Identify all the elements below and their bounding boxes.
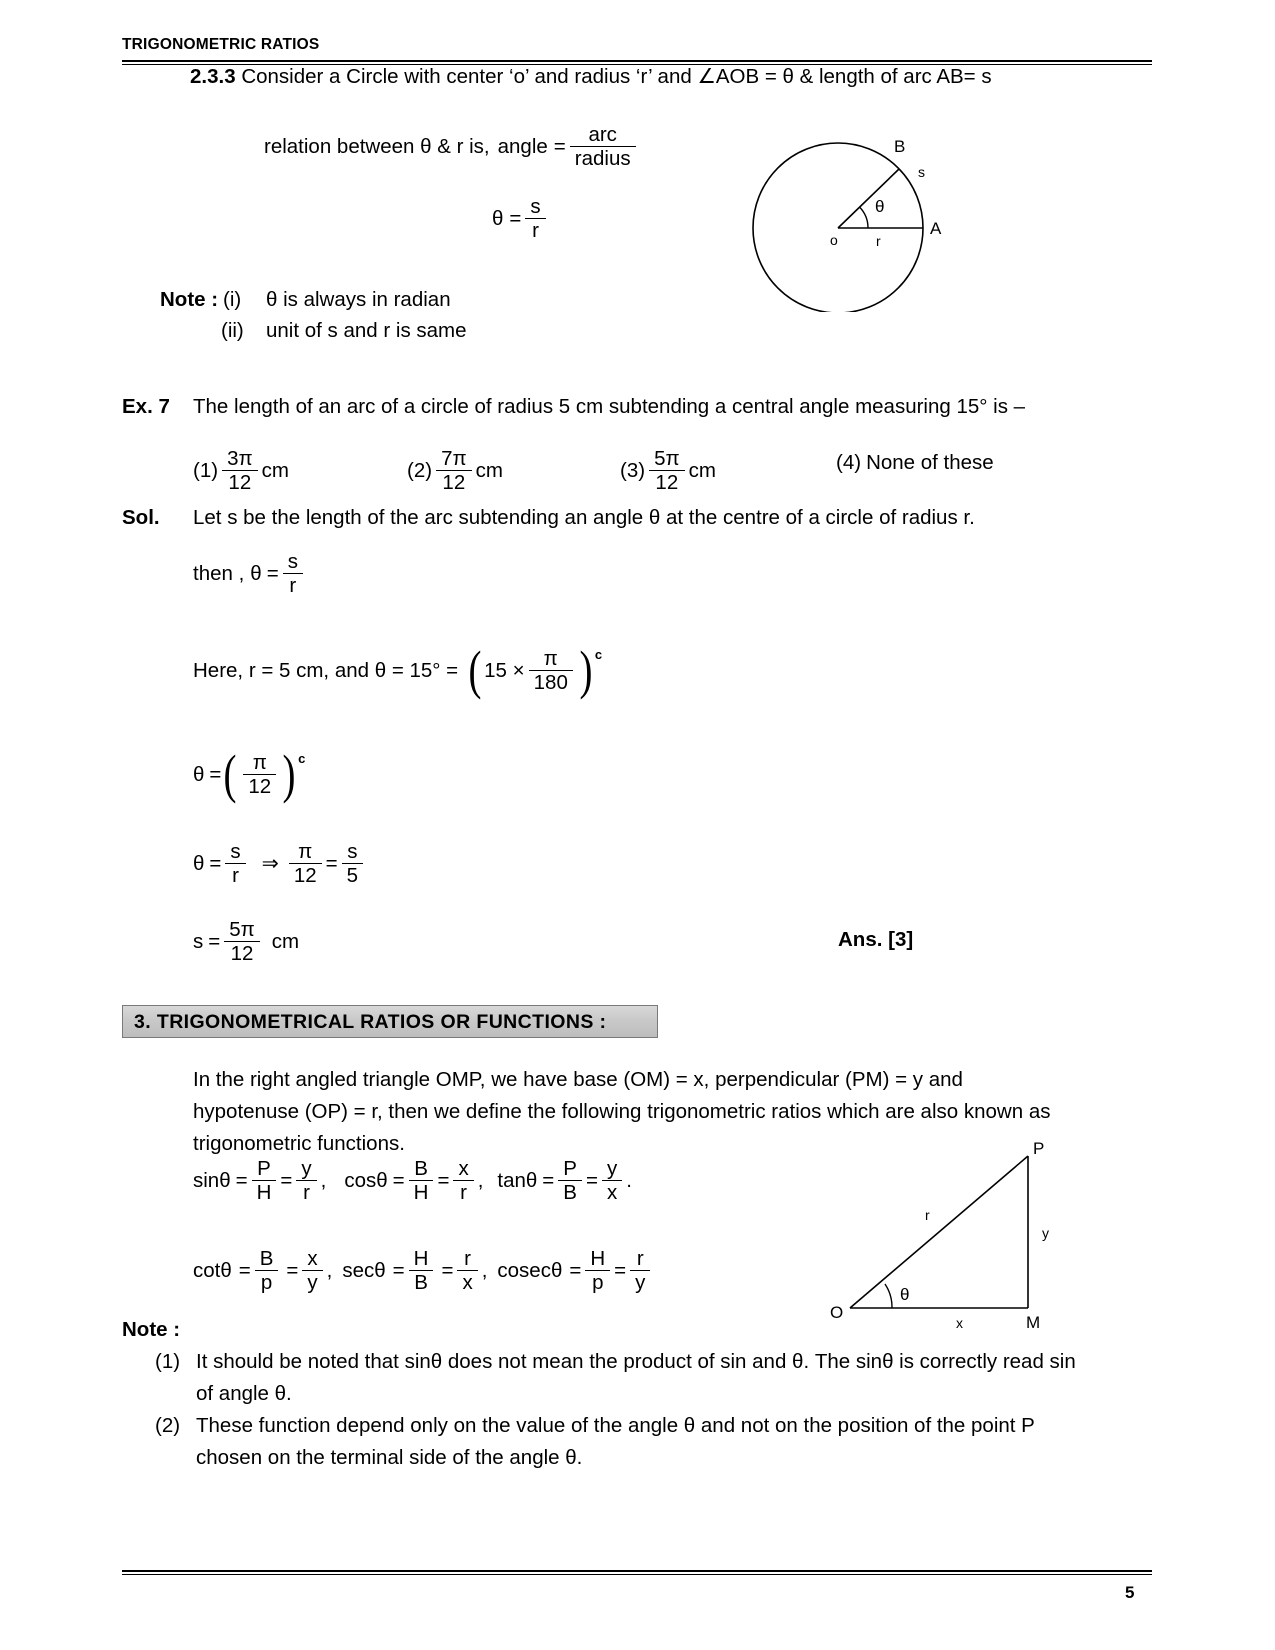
equals-sign: = [441,1258,454,1282]
final-fraction [224,919,260,965]
numerator-s: s [287,550,298,573]
relation-equals: = [553,134,566,158]
equals-sign: = [280,1168,293,1192]
theta-symbol: θ [492,206,504,230]
answer-key: Ans. [3] [838,928,914,951]
angle-arc [860,207,869,228]
comma: , [477,1168,484,1192]
relation-lead: relation between θ & r is, [264,134,490,158]
pi-over-180-fraction [529,648,573,694]
comma: , [326,1258,333,1282]
r-over-x-fraction [457,1248,477,1294]
numerator: B [259,1247,274,1270]
equals-sign: = [235,1168,248,1192]
numerator-pi: π [298,840,313,863]
option-2-denominator: 12 [442,471,466,495]
equals-sign: = [266,561,279,585]
example-question: The length of an arc of a circle of radius 5 cm subtending a central angle measuring 15° is – [193,395,1026,418]
denominator: y [635,1271,646,1295]
here-inner-lead: 15 × [484,658,525,682]
option-1-fraction [222,448,258,494]
trig-ratios-row-2 [193,1248,654,1294]
equals-sign: = [392,1168,405,1192]
option-1[interactable] [193,448,289,494]
option-4-marker: (4) [836,451,862,474]
theta-symbol: θ [250,561,262,585]
period: . [626,1168,632,1192]
denominator: r [303,1181,310,1205]
angle-arc [885,1284,892,1308]
y-over-x-fraction [602,1158,622,1204]
equals-sign: = [585,1168,598,1192]
superscript-c: c [594,647,603,663]
theta-equals-s-over-r [492,196,550,242]
cosec-label: cosecθ [497,1258,563,1282]
denominator: x [462,1271,473,1295]
denominator-180: 180 [533,671,568,695]
pi-over-12-fraction [289,841,322,887]
final-numerator: 5π [229,918,255,941]
numerator-pi: π [543,647,558,670]
option-4[interactable] [836,451,994,475]
section-3-intro-line-1: In the right angled triangle OMP, we have base (OM) = x, perpendicular (PM) = y and [193,1068,963,1091]
final-denominator: 12 [230,942,254,966]
angle-theta-label: θ [875,197,885,216]
p-over-h-fraction [252,1158,277,1204]
footer-rule [122,1570,1152,1575]
sin-label: sinθ [193,1168,231,1192]
numerator: H [590,1247,606,1270]
s-over-r-fraction [525,196,545,242]
x-over-y-fraction [302,1248,322,1294]
relation-formula [264,124,640,170]
comma: , [320,1168,327,1192]
option-3-fraction [649,448,685,494]
here-inner-expression [484,648,577,694]
here-text: Here, r = 5 cm, and θ = 15° = [193,658,459,682]
equals-sign: = [509,206,522,230]
numerator: x [458,1157,469,1180]
denominator-5: 5 [346,864,359,888]
radius-r-label: r [876,233,881,249]
denominator-12: 12 [293,864,317,888]
denominator: B [563,1181,577,1205]
cos-ratio [344,1158,483,1204]
denominator: p [260,1271,273,1295]
angle-theta-label: θ [900,1285,910,1304]
example-label: Ex. 7 [122,395,170,418]
option-2-marker: (2) [407,458,433,482]
denominator: x [606,1181,618,1205]
option-3-denominator: 12 [655,471,679,495]
page-number: 5 [1125,1583,1135,1602]
trig-ratios-row-1 [193,1158,632,1204]
cot-label: cotθ [193,1258,232,1282]
section3-note-1-line-2: of angle θ. [196,1382,292,1405]
b-over-h-fraction [409,1158,434,1204]
point-a-label: A [930,219,942,238]
sec-ratio [342,1248,487,1294]
b-over-p-fraction [255,1248,279,1294]
section-3-intro-line-3: trigonometric functions. [193,1132,405,1155]
equals-sign: = [286,1258,299,1282]
denominator: p [592,1271,604,1295]
solution-step-equation [193,841,367,887]
subsection-number: 2.3.3 [190,65,236,88]
option-4-text: None of these [866,451,994,474]
sec-label: secθ [342,1258,386,1282]
circle-diagram [718,112,978,312]
solution-line-1: Let s be the length of the arc subtending an angle θ at the centre of a circle of radius r. [193,506,975,529]
section-3-heading: 3. TRIGONOMETRICAL RATIOS OR FUNCTIONS : [134,1011,607,1033]
numerator: x [307,1247,318,1270]
left-paren: ( [223,744,237,805]
numerator: y [301,1157,312,1180]
implies-arrow: ⇒ [261,852,279,876]
option-1-unit: cm [261,458,289,482]
superscript-c: c [298,751,306,767]
denominator: y [307,1271,318,1295]
numerator-pi: π [252,751,267,774]
p-over-b-fraction [558,1158,582,1204]
right-paren: ) [579,640,593,701]
side-y-label: y [1042,1225,1049,1241]
tan-ratio [497,1158,632,1204]
tan-label: tanθ [497,1168,538,1192]
final-unit: cm [271,929,300,953]
numerator: B [414,1157,428,1180]
option-3-numerator: 5π [654,447,680,470]
side-x-label: x [956,1315,963,1331]
note-1-text: θ is always in radian [266,288,451,311]
x-over-r-fraction [453,1158,473,1204]
denominator: r [460,1181,467,1205]
solution-step-here [193,640,603,701]
subsection-statement: Consider a Circle with center ‘o’ and radius ‘r’ and ∠AOB = θ & length of arc AB= s [241,65,992,88]
equals-sign: = [325,851,338,875]
y-over-r-fraction [296,1158,316,1204]
numerator: y [606,1157,618,1180]
sin-ratio [193,1158,326,1204]
s-over-r-fraction [283,551,303,597]
option-3-marker: (3) [620,458,646,482]
h-over-p-fraction [585,1248,610,1294]
cot-ratio [193,1248,332,1294]
option-1-numerator: 3π [227,447,253,470]
vertex-m-label: M [1026,1313,1041,1332]
right-paren: ) [282,744,296,805]
option-3[interactable] [620,448,716,494]
equals-sign: = [209,762,222,786]
cos-label: cosθ [344,1168,388,1192]
s-over-5-fraction [342,841,363,887]
relation-fraction [570,124,636,170]
center-o-label: o [830,232,838,248]
r-over-y-fraction [630,1248,650,1294]
option-1-denominator: 12 [228,471,252,495]
relation-numerator: arc [588,123,617,146]
option-2-fraction [436,448,472,494]
denominator: H [256,1181,272,1205]
option-2-numerator: 7π [441,447,467,470]
equals-sign: = [569,1258,582,1282]
denominator-r: r [289,574,297,598]
theta-symbol: θ [193,851,205,875]
relation-word: angle [497,134,548,158]
subsection-2-3-3 [190,64,1090,89]
left-paren: ( [468,640,482,701]
numerator-s: s [347,840,358,863]
solution-final-result [193,919,299,965]
note-2-marker: (ii) [221,319,244,342]
equals-sign: = [208,929,221,953]
vertex-p-label: P [1033,1139,1045,1158]
numerator-s: s [230,840,241,863]
denominator-r: r [532,219,539,243]
equals-sign: = [209,851,222,875]
note-title-1: Note : [160,288,219,311]
cosec-ratio [497,1248,654,1294]
point-b-label: B [894,137,906,156]
comma: , [481,1258,488,1282]
numerator: H [413,1247,429,1270]
option-3-unit: cm [688,458,716,482]
section3-note-2-marker: (2) [155,1414,181,1437]
denominator-12: 12 [248,775,272,799]
solution-label: Sol. [122,506,160,529]
s-symbol: s [193,929,204,953]
h-over-b-fraction [409,1248,434,1294]
numerator: r [464,1247,471,1270]
solution-step-then [193,551,307,597]
section3-note-2-line-2: chosen on the terminal side of the angle θ. [196,1446,583,1469]
section3-note-1-line-1: It should be noted that sinθ does not mean the product of sin and θ. The sinθ is correctly read sin [196,1350,1076,1373]
radius-ob-line [838,169,899,228]
theta-symbol: θ [193,762,205,786]
equals-sign: = [238,1258,251,1282]
denominator: B [414,1271,428,1295]
hypotenuse-op-line [850,1156,1028,1308]
section3-note-1-marker: (1) [155,1350,181,1373]
equals-sign: = [392,1258,405,1282]
numerator-s: s [530,195,541,218]
option-2[interactable] [407,448,503,494]
section-3-intro-line-2: hypotenuse (OP) = r, then we define the following trigonometric ratios which are also known as [193,1100,1051,1123]
equals-sign: = [437,1168,450,1192]
note-1-marker: (i) [223,288,242,311]
section3-note-2-line-1: These function depend only on the value of the angle θ and not on the position of the point P [196,1414,1035,1437]
numerator: P [257,1157,271,1180]
note-title-2: Note : [122,1318,181,1341]
numerator: r [636,1247,644,1270]
denominator-r: r [232,864,239,888]
note-2-text: unit of s and r is same [266,319,467,342]
equals-sign: = [614,1258,627,1282]
option-2-unit: cm [475,458,503,482]
running-head: TRIGONOMETRIC RATIOS [122,36,320,53]
denominator: H [413,1181,429,1205]
side-r-label: r [925,1207,930,1223]
option-1-marker: (1) [193,458,219,482]
equals-sign: = [542,1168,555,1192]
right-triangle-diagram [830,1138,1090,1338]
relation-denominator: radius [574,147,631,171]
solution-step-theta-pi-12 [193,744,306,805]
vertex-o-label: O [830,1303,844,1322]
s-over-r-fraction [225,841,245,887]
then-label: then , [193,561,245,585]
pi-over-12-fraction [243,752,276,798]
arc-s-label: s [918,164,925,180]
numerator: P [563,1157,577,1180]
